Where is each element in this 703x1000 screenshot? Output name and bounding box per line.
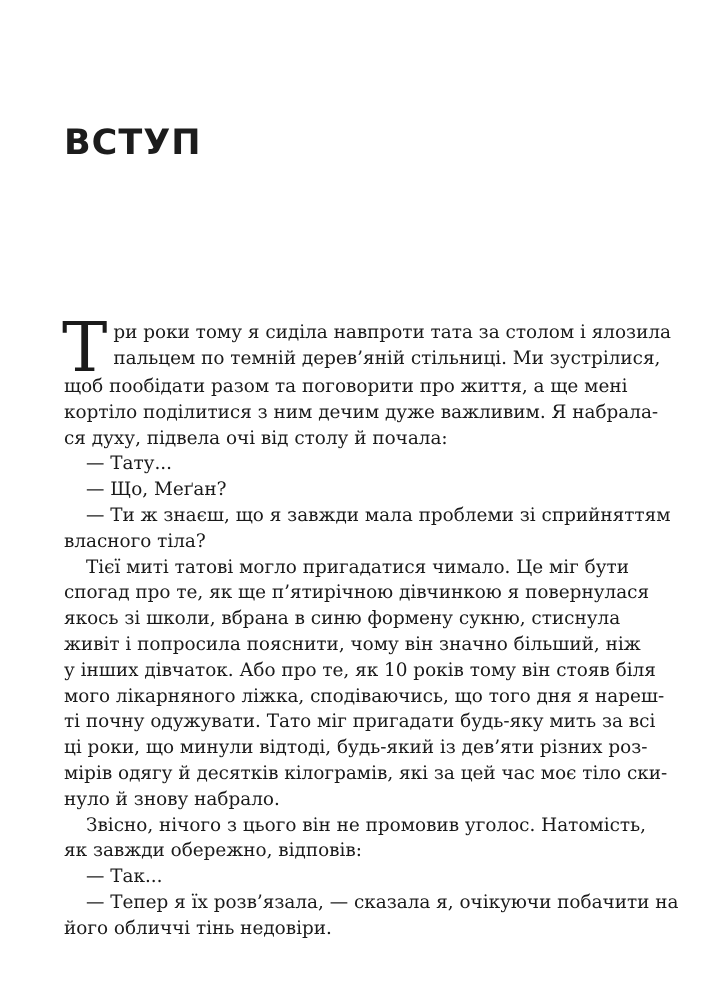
text-line: спогад про те, як ще п’ятирічною дівчинкою я повернулася xyxy=(64,582,650,604)
text-line: ці роки, що минули відтоді, будь-який із дев’яти різних роз- xyxy=(64,737,648,759)
dialogue-line: — Тату... xyxy=(86,453,172,475)
text-line: ті почну одужувати. Тато міг пригадати будь-яку мить за всі xyxy=(64,711,656,733)
text-line: щоб пообідати разом та поговорити про життя, а ще мені xyxy=(64,376,628,397)
text-line: кортіло поділитися з ним дечим дуже важливим. Я набрала- xyxy=(64,401,659,423)
text-line: нуло й знову набрало. xyxy=(64,788,280,810)
paragraph-line: Звісно, нічого з цього він не промовив уголос. Натомість, xyxy=(86,814,646,836)
drop-cap: Т xyxy=(62,309,108,388)
text-line: живіт і попросила пояснити, чому він значно більший, ніж xyxy=(64,633,641,655)
text-line: якось зі школи, вбрана в синю формену сукню, стиснула xyxy=(64,608,621,630)
text-line: у інших дівчаток. Або про те, як 10 років тому він стояв біля xyxy=(64,659,656,681)
dialogue-line: — Що, Меґан? xyxy=(86,479,227,501)
dialogue-line: — Тепер я їх розв’язала, — сказала я, очікуючи побачити на xyxy=(86,891,679,913)
text-line: ри роки тому я сиділа навпроти тата за столом і ялозила xyxy=(113,322,671,343)
paragraph-line: Тієї миті татові могло пригадатися чимало. Це міг бути xyxy=(86,556,629,578)
text-line: мірів одягу й десятків кілограмів, які за цей час моє тіло ски- xyxy=(64,762,668,784)
chapter-title: ВСТУП xyxy=(64,123,202,163)
text-line: його обличчі тінь недовіри. xyxy=(64,917,332,939)
text-line: ся духу, підвела очі від столу й почала: xyxy=(64,427,448,449)
paragraph-opening xyxy=(62,309,671,451)
dialogue-line: — Так... xyxy=(86,866,163,888)
text-line: як завжди обережно, відповів: xyxy=(64,840,362,862)
text-line: мого лікарняного ліжка, сподіваючись, що того дня я нареш- xyxy=(64,685,665,707)
body-text xyxy=(62,309,679,942)
text-line: власного тіла? xyxy=(64,530,206,552)
text-line: пальцем по темній дерев’яній стільниці. Ми зустрілися, xyxy=(113,347,661,369)
dialogue-line: — Ти ж знаєш, що я завжди мала проблеми зі сприйняттям xyxy=(86,504,671,526)
